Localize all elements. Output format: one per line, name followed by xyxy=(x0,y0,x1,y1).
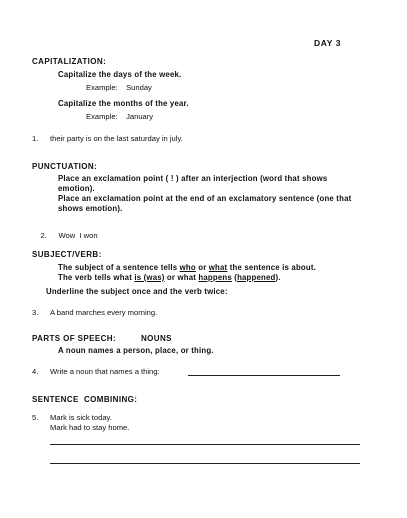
noun-definition: A noun names a person, place, or thing. xyxy=(58,346,214,355)
item-3 xyxy=(32,308,157,317)
item-1-text: their party is on the last saturday in july. xyxy=(50,134,183,143)
capitalization-example-days: Example: Sunday xyxy=(86,83,152,92)
item-4 xyxy=(32,367,160,376)
item-4-text: Write a noun that names a thing: xyxy=(50,367,160,376)
item-1-number: 1. xyxy=(32,134,39,143)
happens-word: happens xyxy=(198,273,232,282)
item-5-sentence-2: Mark had to stay home. xyxy=(50,423,130,432)
noun-answer-line[interactable] xyxy=(188,375,340,376)
item-2-number: 2. xyxy=(40,231,47,240)
sentence-combining-heading: SENTENCE COMBINING: xyxy=(32,395,138,404)
item-5-number: 5. xyxy=(32,413,39,422)
subject-verb-instruction: Underline the subject once and the verb twice: xyxy=(46,287,228,296)
subject-verb-rule-verb: The verb tells what is (was) or what happens (happened). xyxy=(58,273,281,282)
punctuation-heading: PUNCTUATION: xyxy=(32,162,98,171)
who-word: who xyxy=(179,263,196,272)
is-was-word: is (was) xyxy=(134,273,165,282)
capitalization-rule-days: Capitalize the days of the week. xyxy=(58,70,182,79)
capitalization-rule-months: Capitalize the months of the year. xyxy=(58,99,189,108)
item-2 xyxy=(32,222,98,249)
item-2-text: Wow I won xyxy=(58,231,98,240)
item-3-number: 3. xyxy=(32,308,39,317)
punctuation-rule-exclamatory: Place an exclamation point at the end of an exclamatory sentence (one that shows emotion). xyxy=(58,194,352,213)
item-1 xyxy=(32,134,183,143)
subject-verb-heading: SUBJECT/VERB: xyxy=(32,250,102,259)
subject-verb-rule-subject: The subject of a sentence tells who or what the sentence is about. xyxy=(58,263,317,272)
capitalization-heading: CAPITALIZATION: xyxy=(32,57,107,66)
combined-answer-line-1[interactable] xyxy=(50,444,360,445)
nouns-subheading: NOUNS xyxy=(141,334,172,343)
item-4-number: 4. xyxy=(32,367,39,376)
day-label: DAY 3 xyxy=(314,38,342,48)
what-word: what xyxy=(208,263,228,272)
capitalization-example-months: Example: January xyxy=(86,112,154,121)
punctuation-rule-interjection: Place an exclamation point ( ! ) after an interjection (word that shows emotion). xyxy=(58,174,328,193)
item-3-text: A band marches every morning. xyxy=(50,308,158,317)
parts-of-speech-heading: PARTS OF SPEECH: xyxy=(32,334,117,343)
item-5 xyxy=(32,413,112,422)
happened-word: happened xyxy=(237,273,276,282)
combined-answer-line-2[interactable] xyxy=(50,463,360,464)
item-5-sentence-1: Mark is sick today. xyxy=(50,413,112,422)
